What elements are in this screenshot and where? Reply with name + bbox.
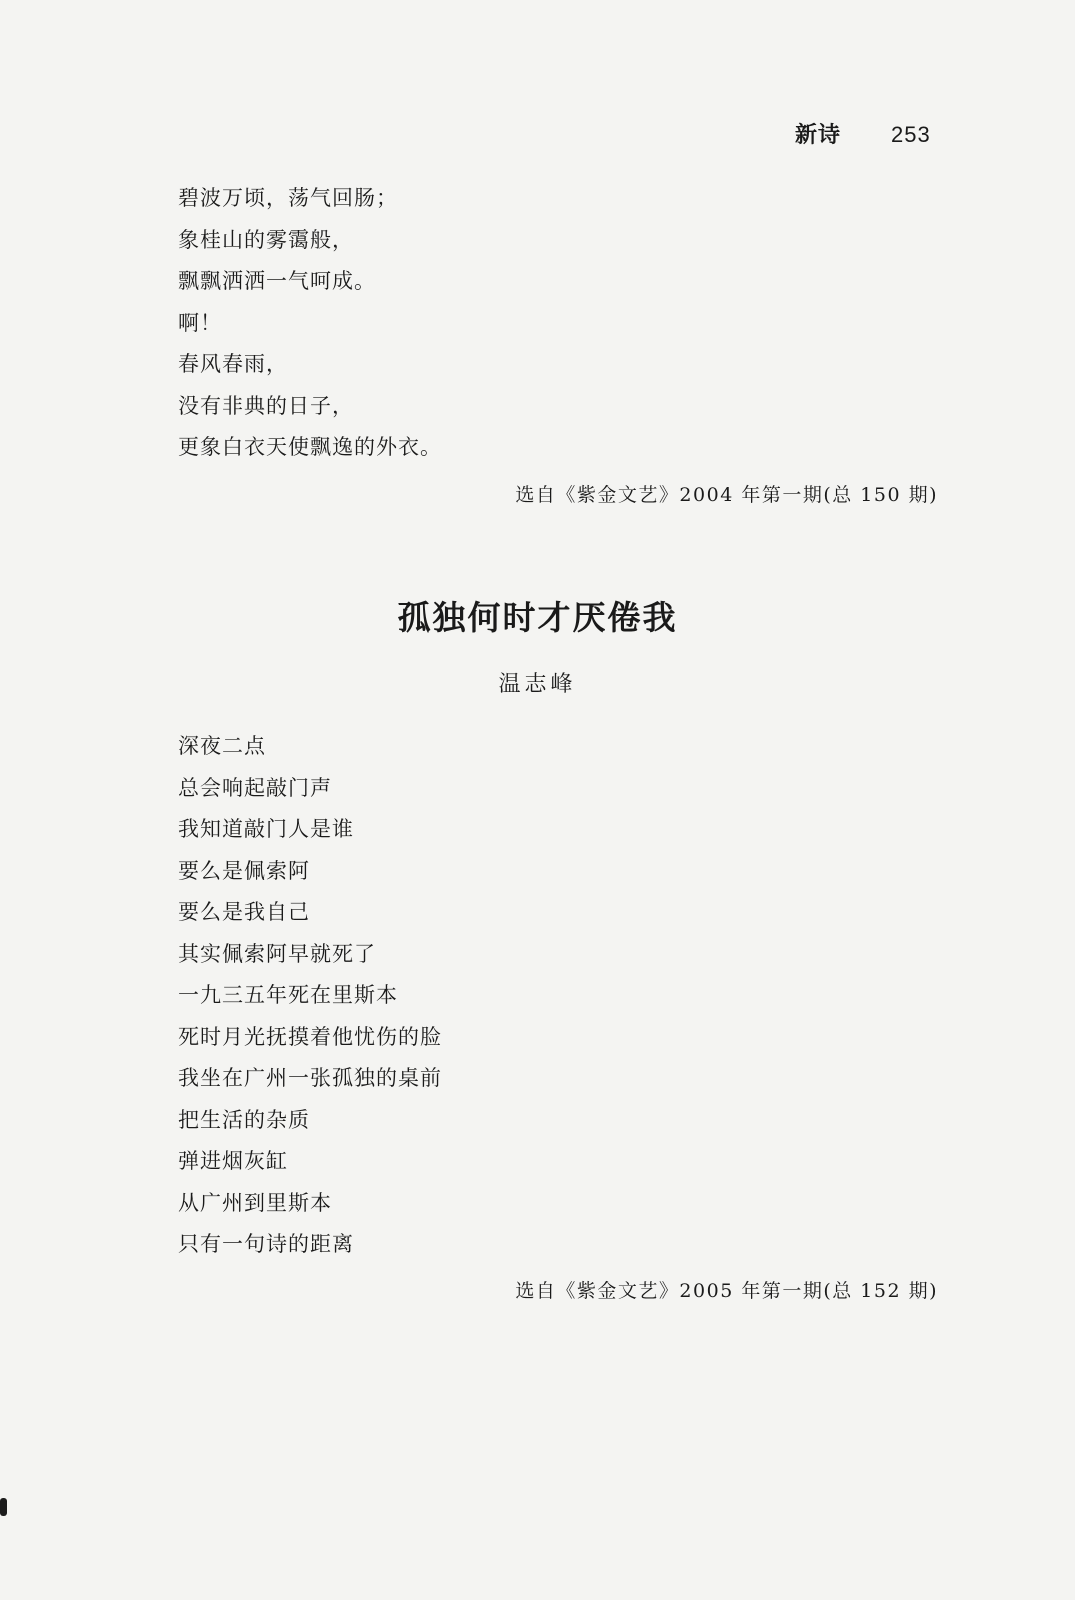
poem-line: 一九三五年死在里斯本 bbox=[178, 983, 398, 1007]
poem-line: 没有非典的日子， bbox=[178, 393, 354, 418]
poem-line: 我知道敲门人是谁 bbox=[178, 817, 354, 841]
page-number: 253 bbox=[891, 122, 931, 147]
poem-line: 飘飘洒洒一气呵成。 bbox=[178, 269, 376, 293]
poem-1-body bbox=[178, 178, 442, 469]
poem-line: 死时月光抚摸着他忧伤的脸 bbox=[178, 1024, 442, 1049]
poem-line: 要么是佩索阿 bbox=[178, 858, 310, 883]
poem-2-body bbox=[178, 726, 442, 1266]
poem-line: 我坐在广州一张孤独的桌前 bbox=[178, 1066, 442, 1090]
poem-line: 碧波万顷，荡气回肠； bbox=[178, 186, 398, 210]
poem-line: 把生活的杂质 bbox=[178, 1107, 310, 1132]
section-name: 新诗 bbox=[795, 123, 842, 148]
poem-2-author: 温志峰 bbox=[498, 672, 577, 697]
poem-line: 要么是我自己 bbox=[178, 900, 310, 924]
poem-line: 春风春雨， bbox=[178, 352, 288, 376]
poem-line: 象桂山的雾霭般， bbox=[178, 227, 354, 252]
poem-line: 深夜二点 bbox=[178, 734, 266, 758]
poem-line: 啊！ bbox=[178, 310, 222, 335]
poem-line: 更象白衣天使飘逸的外衣。 bbox=[178, 435, 442, 459]
running-header bbox=[795, 118, 931, 149]
poem-line: 其实佩索阿早就死了 bbox=[178, 941, 376, 966]
poem-2-title: 孤独何时才厌倦我 bbox=[397, 598, 678, 637]
scan-speck bbox=[0, 1498, 7, 1516]
poem-1-source: 选自《紫金文艺》2004 年第一期(总 150 期) bbox=[515, 484, 938, 506]
poem-line: 弹进烟灰缸 bbox=[178, 1149, 288, 1173]
poem-line: 总会响起敲门声 bbox=[178, 775, 332, 800]
poem-line: 只有一句诗的距离 bbox=[178, 1232, 354, 1256]
poem-2-source: 选自《紫金文艺》2005 年第一期(总 152 期) bbox=[515, 1280, 938, 1302]
poem-line: 从广州到里斯本 bbox=[178, 1190, 332, 1215]
